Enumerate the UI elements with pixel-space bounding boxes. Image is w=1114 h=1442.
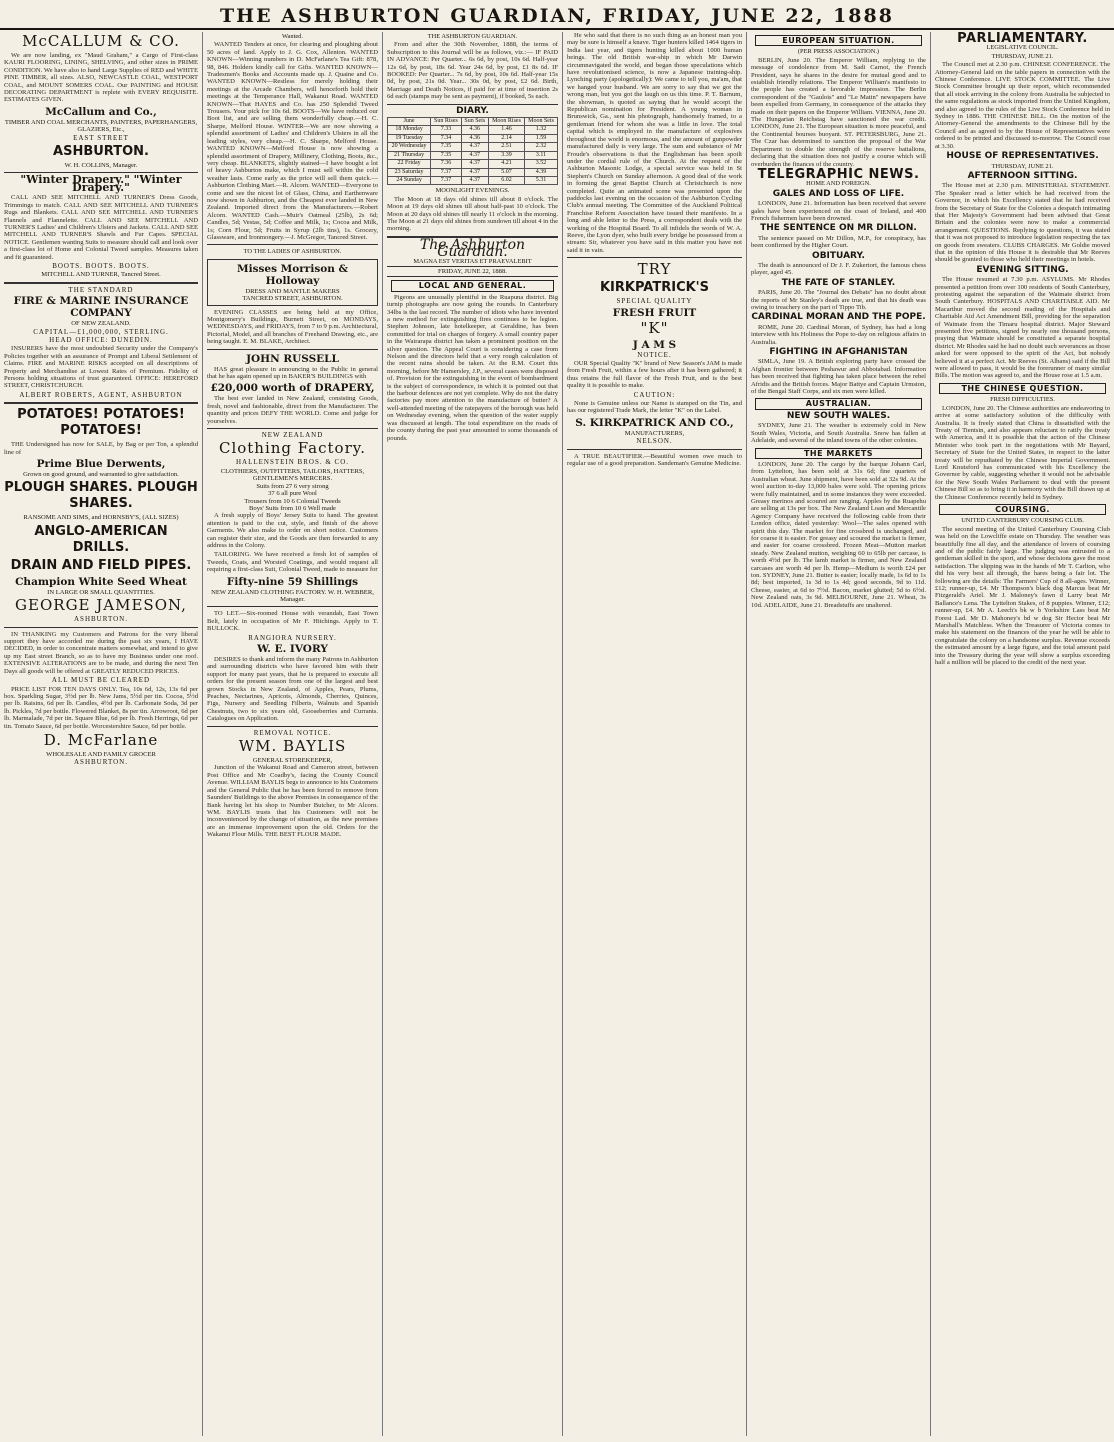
ad-factory-suits: Suits from 27 6 very strong	[256, 482, 329, 490]
markets-body: LONDON, June 20. The cargo by the barque Johann Carl, from Lyttelton, has been sold at 31s 6d; fine quarters of Australian wheat. June shipment, have been sold at 32s 9d. At the wool auction to-day 13,000 bales were sold. The opening prices were fully maintained, and in some instances they were exceeded. Greasy merinos and scoured are ranging. Apples by the Ruapehu are selling at 13s per box. The New Zealand Loan and Mercantile Agency Company have received the following cable from their London office, dated yesterday: Wool—The sales opened with spirit this day. The market for fine crossbred is unchanged, and for coarse it is easier. For greasy and scoured the market is firmer, and easier for coarse crossbred. Frozen Meat—Mutton market steady. New Zealand mutton, weighing 60 to 65lb per carcase, is worth 4½d per lb. The lamb market is firmer, and New Zealand carcases are worth 4d per lb. Hemp—Medium is worth £24 per ton. SYDNEY, June 21. Butter is easier; locally made, 1s 6d to 1s 8d; best imported, 1s 3d to 1s 4d; good seconds, 9d to 11d. Cheese, easier, at 6d to 7½d. Bacon, market glutted; 5d to 6½d. New Zealand oats, 3s 9d. MELBOURNE, June 21. Wheat, 3s 10d. ADELAIDE, June 21. Breadstuffs are unaltered.	[751, 460, 926, 609]
ad-wheat-title: Champion White Seed Wheat	[15, 575, 187, 588]
house-date: THURSDAY, JUNE 21.	[991, 162, 1054, 170]
stanley-head: THE FATE OF STANLEY.	[781, 277, 896, 288]
ad-morrison-sub: DRESS AND MANTLE MAKERS	[245, 287, 340, 295]
diary-col-head: June	[388, 118, 431, 126]
ad-morrison-addr: TANCRED STREET, ASHBURTON.	[242, 295, 343, 303]
diary-cell: 18 Monday	[388, 126, 431, 134]
diary-cell: 4.36	[461, 126, 488, 134]
ad-plough-title: PLOUGH SHARES. PLOUGH SHARES.	[4, 480, 198, 512]
chinese-body: LONDON, June 20. The Chinese authorities are endeavoring to arrive at some satisfactory solution of the difficulty with Australia. It is freely stated that China is dissatisfied with the Treaty of Tientsin, and also appears reluctant to ratify the treaty with America, and it is possible that the action of the Chinese Minister who took part in the negotiations with Mr Bayard, Secretary of State for the United States, in respect to the latter treaty will be repudiated by the Chinese Imperial Government. Lord Knutsford has communicated with his Excellency the Governor by cable, suggesting whether it would not be advisable for the New South Wales Parliament to deal with the present Chinese Bill so as to bring it in harmony with the Bill drawn up at the Chinese Conference recently held in Sydney.	[935, 404, 1110, 501]
ad-to-let: TO LET.—Six-roomed House with verandah, East Town Belt, lately in occupation of Mr F. Hitchings. Apply to T. BULLOCK.	[207, 610, 378, 633]
ad-potatoes-body: THE Undersigned has now for SALE, by Bag or per Ton, a splendid line of	[4, 441, 198, 456]
ad-potatoes-item2: Grown on good ground, and warranted to give satisfaction.	[23, 471, 179, 479]
ad-kirk-name: KIRKPATRICK'S	[599, 280, 710, 296]
ad-potatoes-title: POTATOES! POTATOES! POTATOES!	[17, 407, 185, 439]
diary-cell: 4.36	[461, 134, 488, 142]
column-5	[746, 32, 930, 1436]
ad-pipes-title: DRAIN AND FIELD PIPES.	[10, 557, 192, 573]
ad-insurance-body: INSURERS have the most undoubted Security under the Company's Policies together with an assurance of Prompt and Liberal Settlement of Claims. FIRE and MARINE RISKS accepted on all descriptions of Property and Merchandise at Lowest Rates of Premium. Fidelity of Persons holding situations of trust guaranteed. OFFICE: HEREFORD STREET, CHRISTCHURCH.	[4, 345, 198, 390]
local-continued: He who said that there is no such thing as an honest man you may be sure is himself a knave. Tiger hunters killed 1464 tigers in India last year, and tigers hunting killed about 1000 human beings. The old British war-ship in which Mr Darwin circumnavigated the world, and began those speculations which have revolutionised science, is now a Japanese training-ship. Lynching party (apologetically): We came to tell you, ma'am, that we hanged your husband. We are sorry to say that we got the wrong man, but you got the laugh on us this time. P. T. Barnum, the showman, is quoted as saying that he would accept the Republican nomination for President. A young woman in Brunswick, Ga., sent his photograph, handsomely framed, to a gentleman friend for whom she was a little in love. The total capital which is employed in the manufacture of explosives throughout the world is enormous, and the amount of gunpowder manufactured daily is very large. The sum and substance of Mr Froude's observations is that the Englishman has been spoilt under the cordial rule of the Church. At the request of the Ashburton Masonic Lodge, a special service was held in St Stephen's Church on Sunday afternoon. A good deal of the work in forming the great Baptist Church at Christchurch is now completed. Quite an animated scene was presented upon the paddocks last evening on the occasion of the Ashburton Cycling Club's annual meeting. The Committee of the Auckland Political Franchise Reform Association have issued their manifesto. In a long and able letter to the Press, a correspondent deals with the working of the Hospital Board. To all infidels the words of W. A. Reeve, the Lyon dyer, who built every bridge he possessed from a stream: Sir, whatever you have said in this matter you have not said it in vain.	[567, 32, 742, 254]
ad-russell-stock: £20,000 worth of DRAPERY,	[210, 382, 375, 395]
council-head: LEGISLATIVE COUNCIL.	[986, 44, 1059, 52]
ad-mcfarlane-list: PRICE LIST FOR TEN DAYS ONLY. Tea, 10s 6d, 12s, 13s 6d per box. Sparkling Sugar, 3½d per lb. New Jams, 5½d per tin. Cocoa, 5½d per lb. Raisins, 6d per lb. Candles, 4½d per lb. Carbonate Soda, 3d per lb. Pickles, 7d per bottle. Flowered Blanket, 8s per tin. Arrowroot, 6d per lb. Marmalade, 7d per tin. Square Blue, 6d per lb. Fresh Herrings, 6d per tin. Tomato Sauce, 6d per bottle. Worcestershire Sauce, 6d per bottle.	[4, 685, 198, 730]
diary-cell: 4.37	[461, 160, 488, 168]
moonlight-head: MOONLIGHT EVENINGS.	[435, 187, 510, 195]
cardinal-head: CARDINAL MORAN AND THE POPE.	[751, 312, 926, 323]
house-head: HOUSE OF REPRESENTATIVES.	[946, 151, 1099, 162]
ad-kirk-sub2: FRESH FRUIT	[612, 306, 697, 319]
diary-cell: 4.37	[461, 168, 488, 176]
diary-cell: 22 Friday	[388, 160, 431, 168]
diary-cell: 4.37	[461, 151, 488, 159]
paper-date: FRIDAY, JUNE 22, 1888.	[387, 266, 558, 277]
coursing-body: The second meeting of the United Canterbury Coursing Club was held on the Lowcliffe estate on Thursday. The weather was beautifully fine all day, and the attendance of lovers of coursing and of the public fairly large. The judging was entrusted to a gentleman skilled in the sport, and whose decisions gave the most satisfaction. The slipping was in the hands of Mr T. Carlton, who did his very best all through, the hares being a fair lot. The following are the details: The Farmers' Cup of 8 all-ages. Winner, £12; runner-up, £4. Mr Thompson's black dog Marcus beat Mr Fitzgerald's Ariel. Mr J. Maloney's fawn d Larry beat Mr Ballance's Lena. The Lyttelton Stakes, of 8 puppies. Winner, £12; runner-up, £4. Mr A. Leech's bk w b Yorkshire Lass beat Mr Forest Lad. Mr D. Mahoney's bd w dog Sir Hector beat Mr Marshall's Matchless. When the Treasurer of Victoria comes to make his statement on the finances of the year he will be able to congratulate the colony on a handsome surplus. Revenue exceeds the estimated amount by a large figure, and the total amount paid into the Treasury during the year will show a surplus exceeding half a million will be placed to the credit of the next year.	[935, 525, 1110, 667]
ad-mccallum-town: ASHBURTON.	[53, 144, 149, 160]
local-general-body: Pigeons are unusually plentiful in the Ruapuna district. Big turnip photographs are now going the rounds. In Canterbury 34lbs is the last record. The number of idiots who have invented a new method for extinguishing fires continues to be legion. Stephen Johnson, late hotelkeeper, at Geraldine, has been committed for trial on charges of forgery. A small country paper in the Wairarapa district has taken a prominent position on the silver question. The Appeal Court is considering a case from Nelson and the directors held that a very rough calculation of the recent rains should be taken. At the R.M. Court this morning, before Mr Hamersley, J.P., several cases were disposed of. Provision for the extinguishing in the event of bombardment is the subject of correspondence, in which it is pointed out that the harbour defences are not yet complete. Why do not the dairy factories pay more attention to the manufacture of butter? A well-attended meeting of the ratepayers of the borough was held on Wednesday evening, when the question of the water supply was discussed at length. The total expenditure on the roads of the county during the past year amounted to some thousands of pounds.	[387, 293, 558, 442]
ad-baylis-sub: GENERAL STOREKEEPER,	[252, 757, 333, 765]
ad-baylis-body: Junction of the Wakanui Road and Cameron street, between Post Office and Mr Coadby's, facing the County Council Avenue. WILLIAM BAYLIS begs to announce to his Customers and the General Public that he has been forced to remove from Saunders' Buildings to the above Premises in consequence of the Bank having let his shop to Number Butcher, to Mr Alcorn. WM. BAYLIS trusts that his Customers will not be inconvenienced by the change of situation, as the new premises are an immense improvement upon the old. Orders for the Wakanui Flour Mills. THE BEST FLOUR MADE.	[207, 764, 378, 839]
diary-cell: 7.35	[431, 151, 462, 159]
diary-cell: 1.46	[488, 126, 524, 134]
guardian-terms-head: THE ASHBURTON GUARDIAN.	[427, 33, 518, 40]
afternoon-head: AFTERNOON SITTING.	[967, 170, 1078, 181]
ad-wheat-sub: IN LARGE OR SMALL QUANTITIES.	[47, 588, 155, 596]
dillon-body: The sentence passed on Mr Dillon, M.P., for conspiracy, has been confirmed by the Higher Court.	[751, 234, 926, 250]
ad-winter-drapery-title: "Winter Drapery." "Winter Drapery."	[20, 173, 182, 194]
ad-mccallum-name: McCallum and Co.,	[45, 105, 157, 118]
diary-cell: 2.51	[488, 143, 524, 151]
diary-cell: 24 Sunday	[388, 176, 431, 184]
ad-factory-tailoring: TAILORING. We have received a fresh lot of samples of Tweeds, Coats, and Worsted Coatings, and would request all requiring a first-class Suit, Colonial Tweed, made to measure for	[207, 551, 378, 574]
ad-kirk-try: TRY	[637, 260, 672, 279]
ad-nursery-name: W. E. IVORY	[257, 643, 328, 655]
afghan-body: SIMLA, June 19. A British exploring party have crossed the Afghan frontier between Peshawur and Abbotabad. Information has been received that fighting has taken place between the rebel Afridis and the British forces. Major Battye and Captain Urmston, of the Bengal Staff Corps, and six men were killed.	[751, 358, 926, 396]
diary-col-head: Sun Rises	[431, 118, 462, 126]
diary-cell: 3.39	[488, 151, 524, 159]
diary-cell: 2.32	[525, 143, 558, 151]
obituary-head: OBITUARY.	[812, 250, 865, 261]
diary-cell: 7.37	[431, 176, 462, 184]
diary-cell: 7.35	[431, 143, 462, 151]
ad-factory-footer: NEW ZEALAND CLOTHING FACTORY. W. H. WEBBER, Manager.	[211, 588, 374, 603]
ad-boots: BOOTS. BOOTS. BOOTS.	[52, 261, 150, 270]
ad-factory-sub: CLOTHIERS, OUTFITTERS, TAILORS, HATTERS, GENTLEMEN'S MERCERS.	[220, 467, 365, 483]
paper-title: The Ashburton Guardian.	[419, 236, 526, 261]
evening-body: The House resumed at 7.30 p.m. ASYLUMS. Mr Rhodes presented a petition from over 100 residents of South Canterbury, protesting against the separation of the Waimate district from South Canterbury. HOSPITALS AND CHARITABLE AID. Mr Macarthur moved the second reading of the Hospitals and Charitable Aid Act Amendment Bill, providing for the separation of Waimate from the Timaru hospital district. Major Steward presented five petitions, signed by nearly one thousand persons, praying that Waimate should be constituted a separate hospital district. Mr Rhodes said he had no doubt such severances as those asked for were opposed to the spirit of the Act, but nobody believed it at a perfect Act. Mr Reeves (St. Albans) said if the Bill were allowed to pass, it would be the forerunner of many similar Bills. The motion was agreed to, and the House rose at 1.5 a.m.	[935, 276, 1110, 380]
coursing-sub: UNITED CANTERBURY COURSING CLUB.	[961, 517, 1084, 525]
diary-col-head: Moon Rises	[488, 118, 524, 126]
european-body: BERLIN, June 20. The Emperor William, replying to the message of condolence from M. Sadi Carnot, the French President, says he shares in the desire for mutual good and to establish friendly relations. The Emperor William's manifesto to the people has created a favorable impression. The Berlin correspondent of the "Gaulois" and "Le Matin" newspapers have been expelled from Germany, in consequence of the attacks they made on their papers on the Emperor William. VIENNA, June 20. The Hungarian Reichstag have sanctioned the war credit. LONDON, June 21. The European situation is more peaceful, and the Continental bourses buoyant. ST. PETERSBURG, June 21. The Czar has determined to sanction the proposal of the War Department to double the strength of the reserve battalions, declaring that the situation does not justify a course which will overburden the finances of the country.	[751, 56, 926, 168]
diary-cell: 7.36	[431, 160, 462, 168]
stanley-body: PARIS, June 20. The "Journal des Debats" has no doubt about the reports of Mr Stanley's death are true, and that his death was owing to treachery on the part of Tippo Tib.	[751, 289, 926, 311]
diary-col-head: Sun Sets	[461, 118, 488, 126]
ad-evening-classes: EVENING CLASSES are being held at my Office, Montgomery's Buildings, Burnett Street, on MONDAYS, WEDNESDAYS, and FRIDAYS, from 7 to 9 p.m. Architectural, Pictorial, Model, and all branches of Freehand Drawing, etc., are being taught. E. M. BLAKE, Architect.	[207, 308, 379, 346]
diary-cell: 19 Tuesday	[388, 134, 431, 142]
coursing-head: COURSING.	[939, 504, 1106, 515]
ad-beautifier: A TRUE BEAUTIFIER.—Beautiful women owe much to regular use of a good preparation. Sandeman's Genuine Medicine.	[567, 452, 742, 468]
ad-factory-name: HALLENSTEIN BROS. & CO.	[235, 458, 350, 467]
column-1	[0, 32, 202, 1436]
nsw-body: SYDNEY, June 21. The weather is extremely cold in New South Wales, Victoria, and South Australia. Snow has fallen at Adelaide, and several of the inland towns of the other colonies.	[751, 422, 926, 445]
ad-kirk-footer: S. KIRKPATRICK AND CO.,	[575, 416, 734, 429]
ad-mcfarlane-clear: ALL MUST BE CLEARED	[51, 676, 151, 685]
column-4	[562, 32, 746, 1436]
diary-row	[388, 151, 558, 159]
ad-insurance-capital: CAPITAL—£1,000,000, STERLING.	[33, 327, 169, 336]
diary-row	[388, 168, 558, 176]
ad-mccallum-manager: W. H. COLLINS, Manager.	[64, 162, 138, 170]
ad-insurance-title: FIRE & MARINE INSURANCE COMPANY	[13, 295, 189, 320]
diary-cell: 7.37	[431, 168, 462, 176]
diary-cell: 4.37	[461, 143, 488, 151]
house-body: The House met at 2.30 p.m. MINISTERIAL STATEMENT. The Speaker read a letter which he had received from the Governor, in which his Excellency stated that he had received from the Secretary of State for the Colonies a despatch intimating that Her Majesty's Government had been advised that Great Britain and the colonies were now to make a commercial arrangement. QUESTIONS. Replying to questions, it was stated that it was not proposed to introduce legislation respecting the tax on goods from sweaters. CLUBS CHARGES. Mr Goldie moved that in the opinion of this House it is desirable that Mr Reeves should be granted to those who held their meetings in hotels.	[935, 182, 1110, 264]
council-body: The Council met at 2.30 p.m. CHINESE CONFERENCE. The Attorney-General laid on the table papers in connection with the Chinese Conference. LIVE STOCK COMMITTEE. The Live Stock Committee brought up their report, which recommended that all stock arriving in the colony from Australia be subjected to the same regulations as stock imported from the United Kingdom, and also agreed to the rules of the Live Stock Conference held in Sydney in 1886. THE CHINESE BILL. On the motion of the Attorney-General the amendments to the Chinese Bill by the Council and as agreed to by the House of Representatives were ordered to be printed and discussed to-morrow. The Council rose at 3.30.	[935, 61, 1110, 150]
diary-cell: 7.33	[431, 126, 462, 134]
ad-factory-body: A fresh supply of Boys' Jersey Suits to hand. The greatest attention is paid to the cut, style, and finish of the above Garments. We also make to order on short notice. Customers can register their size, and the Goods are then forwarded to any address in the Colony.	[207, 512, 378, 549]
paper-motto: MAGNA EST VERITAS ET PRAEVALEBIT	[413, 257, 532, 265]
cardinal-body: ROME, June 20. Cardinal Moran, of Sydney, has had a long interview with his Holiness the Pope to-day on religious affairs in Australia.	[751, 323, 926, 346]
column-3	[382, 32, 562, 1436]
diary-row	[388, 160, 558, 168]
european-head: EUROPEAN SITUATION.	[755, 35, 922, 46]
ad-drills-title: ANGLO-AMERICAN DRILLS.	[34, 523, 168, 555]
ad-removal-head: REMOVAL NOTICE.	[253, 728, 332, 737]
diary-head: DIARY.	[456, 105, 489, 116]
guardian-terms-body: From and after the 30th November, 1888, the terms of Subscription to this Journal will be as follows, viz.:— IF PAID IN ADVANCE: Per Quarter... 6s 6d, by post, 10s 6d. Half-year 12s 6d, by post, 18s 6d. Year 24s 6d, by post, £1 8s 6d. IF BOOKED: Per Quarter... 7s 6d, by post, 10s 6d. Half-year 15s 0d, by post, 21s 0d. Year... 30s 0d, by post, £2 6d. Birth, Marriage and Death Notices, if paid for at time of insertion 2s 6d each (stamps may be sent as payment), if booked, 5s each.	[387, 41, 558, 101]
ad-russell-name: JOHN RUSSELL	[246, 352, 339, 365]
ad-kirk-sub: SPECIAL QUALITY	[616, 297, 693, 306]
classified-ads: WANTED Tenders at once, for clearing and ploughing about 50 acres of land. Apply to J. G. Cox, Allenton. WANTED KNOWN—Winning numbers in D. McFarlane's Tea Gift: 878, 98, 846. Holders kindly call for Gifts. WANTED KNOWN—Tradesmen's Books and Accounts made up. J. Quaine and Co. WANTED KNOWN—Restless for merely holding their meetings at the Arcade Chambers, will henceforth hold their meetings at the Temperance Hall, Wakanui Road. WANTED KNOWN—That HAYES and Co. has 250 Splendid Tweed Trousers. Your pick for 10s 6d. BOOTS—We have reduced our Boot list, and are selling them wonderfully cheap.—H. C. Sharpe, Melford House. WINTER—We are now showing a splendid assortment of Ladies' and Children's Ulsters in all the leading styles, very cheap.—H. C. Sharpe, Melford House. WANTED KNOWN—Melford House is now showing a splendid assortment of Drapery, Millinery, Clothing, Boots, &c., very cheap. BLANKETS, slightly stained—I have bought a lot of heavy Ashburton make, which I must sell within the cold weather lasts. Come early as the price will sell them quick.—Ashburton Clothing Mart.—R. Alcorn. WANTED—Everyone to come and see the nicest lot of Glass, China, and Earthenware now shown in Ashburton, and the Cheapest ever landed in New Zealand. Imported direct from the Manufacturers.—Robert Alcorn. WANTED Cash.—Muir's Oatmeal (25lb), 2s 6d; Candles, 5d; Vestas, 5d; Coffee and Milk, 1s; Cocoa and Milk, 1s; Corn Flour, 5d; Fruits in Syrup (2lb tins), 1s. Grocery, Glassware, and Ironmongery.—J. McGregor, Tancred Street.	[207, 41, 378, 241]
ad-baylis-name: WM. BAYLIS	[238, 737, 347, 756]
diary-cell: 4.37	[461, 176, 488, 184]
diary-cell: 21 Thursday	[388, 151, 431, 159]
ad-plough-sub: RANSOME AND SIMS, and HORNSBY'S, (ALL SIZES)	[23, 514, 179, 522]
obituary-body: The death is announced of Dr J. F. Zukertort, the famous chess player, aged 45.	[751, 261, 926, 277]
ad-kirk-k: "K"	[640, 318, 669, 337]
ad-kirk-notice: OUR Special Quality "K" brand of New Season's JAM is made from Fresh Fruit, within a few hours after it has been gathered; it thus retains the full flavor of the Fresh Fruit, and is the best quality it is possible to make.	[567, 360, 742, 390]
afghan-head: FIGHTING IN AFGHANISTAN	[769, 347, 908, 358]
diary-cell: 20 Wednesday	[388, 143, 431, 151]
evening-head: EVENING SITTING.	[976, 264, 1069, 275]
ad-insurance-sub: OF NEW ZEALAND.	[71, 320, 131, 328]
diary-cell: 1.59	[525, 134, 558, 142]
ad-mccallum-body: We are now landing, ex "Maud Graham," a Cargo of First-class KAURI FLOORING, LINING, SHELVING, and other sizes in PRIME CONDITION. We have also to hand Large Supplies of RED and WHITE PINE TIMBER, all sizes. ALSO, NEWCASTLE COAL, WESTPORT COAL, and MOUNT SOMERS COAL. Our PAINTING and HOUSE DECORATING DEPARTMENT is replete with EVERY REQUISITE. ESTIMATES GIVEN.	[4, 52, 198, 104]
gales-body: LONDON, June 21. Information has been received that severe gales have been experienced on the coast of Ireland, and 400 French fishermen have been drowned.	[751, 200, 926, 222]
classified-head: Wanted.	[282, 33, 303, 40]
australian-head: AUSTRALIAN.	[755, 398, 922, 409]
ad-nursery-body: DESIRES to thank and inform the many Patrons in Ashburton and surrounding districts who have favored him with their support for many past years, that he is prepared to execute all orders for the present season from one of the largest and best grown Stocks in New Zealand, of Apples, Pears, Plums, Peaches, Nectarines, Apricots, Almonds, Cherries, Quinces, Figs, Nursery and Seedling Filberts, Walnuts and Spanish Chestnuts, two to six years old, Gooseberries and Currants. Catalogues on Application.	[207, 656, 378, 723]
ad-factory-price: Fifty-nine 59 Shillings	[226, 575, 359, 588]
diary-cell: 5.07	[488, 168, 524, 176]
ad-mcfarlane-town: ASHBURTON.	[74, 758, 128, 767]
ad-potatoes-item: Prime Blue Derwents,	[36, 458, 166, 471]
ad-winter-drapery-body: CALL AND SEE MITCHELL AND TURNER'S Dress Goods, Trimmings to match. CALL AND SEE MITCHELL AND TURNER'S Rugs and Blankets. CALL AND SEE MITCHELL AND TURNER'S Flannels and Flannelette. CALL AND SEE MITCHELL AND TURNER'S Ladies' and Children's Ulsters and Jackets. CALL AND SEE MITCHELL AND TURNER'S Shawls and Fur Capes. SPECIAL NOTICE. Gentlemen wanting Suits to measure should call and look over a first-class lot of Home and Colonial Tweed samples. Measures taken and fit guaranteed.	[4, 194, 198, 261]
ad-factory-trousers: Trousers from 10 6 Colonial Tweeds	[244, 497, 341, 505]
diary-row	[388, 134, 558, 142]
ad-insurance-office: HEAD OFFICE: DUNEDIN.	[49, 335, 153, 344]
column-6	[930, 32, 1114, 1436]
ad-insurance-agent: ALBERT ROBERTS, AGENT, ASHBURTON	[19, 390, 183, 399]
ad-kirk-town: NELSON.	[636, 437, 673, 446]
ad-kirk-caution: None is Genuine unless our Name is stamped on the Tin, and has our registered Trade Mark, the letter "K" on the Label.	[567, 400, 742, 415]
local-general-head: LOCAL AND GENERAL.	[391, 280, 554, 291]
ad-factory-boys: Boys' Suits from 10 6 Well made	[249, 504, 336, 512]
council-date: THURSDAY, JUNE 21.	[991, 52, 1054, 60]
diary-row	[388, 126, 558, 134]
ad-factory-head: NEW ZEALAND	[261, 431, 324, 440]
telegraphic-head: TELEGRAPHIC NEWS.	[757, 166, 920, 182]
diary-cell: 6.02	[488, 176, 524, 184]
gales-head: GALES AND LOSS OF LIFE.	[772, 188, 905, 199]
ad-kirk-notice-head: NOTICE.	[637, 350, 672, 359]
diary-col-head: Moon Sets	[525, 118, 558, 126]
page-masthead: THE ASHBURTON GUARDIAN, FRIDAY, JUNE 22, 1888	[0, 4, 1114, 30]
ad-kirk-jams: J A M S	[632, 338, 677, 351]
chinese-sub: FRESH DIFFICULTIES.	[990, 396, 1055, 404]
ad-jameson-town: ASHBURTON.	[74, 615, 128, 624]
column-2	[202, 32, 382, 1436]
parliamentary-head: PARLIAMENTARY.	[957, 32, 1088, 46]
moonlight-body: The Moon at 18 days old shines till about 8 o'clock. The Moon at 19 days old shines till about half-past 10 o'clock. The Moon at 20 days old shines till nearly 11 o'clock in the morning. The Moon at 21 days old shines from sundown till about 4 in the morning.	[387, 195, 558, 233]
diary-cell: 1.32	[525, 126, 558, 134]
chinese-head: THE CHINESE QUESTION.	[939, 383, 1106, 394]
telegraphic-sub: HOME AND FOREIGN.	[806, 180, 871, 188]
ad-mitchell-turner: MITCHELL AND TURNER, Tancred Street.	[41, 271, 161, 279]
ad-factory-title: Clothing Factory.	[218, 439, 367, 458]
ad-morrison-name: Misses Morrison & Holloway	[236, 262, 349, 287]
diary-cell: 5.31	[525, 176, 558, 184]
ad-nursery-head: RANGIORA NURSERY.	[248, 633, 337, 642]
ad-mcfarlane-body: IN THANKING my Customers and Patrons for the very liberal support they have accorded me during the past six years, I HAVE DECIDED, in order to concentrate matters somewhat, and intend to give up my East street Branch, so as to have my Business under one roof. EXTENSIVE ALTERATIONS are to be made, and during the next Ten Days all goods will be offered at GREATLY REDUCED PRICES.	[4, 630, 198, 675]
diary-row	[388, 176, 558, 184]
ad-mccallum-title: McCALLUM & CO.	[22, 32, 180, 50]
ad-factory-suits2: 37 6 all pure Wool	[268, 490, 317, 498]
diary-cell: 4.39	[525, 168, 558, 176]
diary-table	[387, 117, 558, 185]
ad-mccallum-trades: TIMBER AND COAL MERCHANTS, PAINTERS, PAPERHANGERS, GLAZIERS, Etc.,	[4, 118, 198, 134]
diary-cell: 3.52	[525, 160, 558, 168]
diary-row	[388, 143, 558, 151]
ad-russell-body: HAS great pleasure in announcing to the Public in general that he has again opened up in BAKER'S BUILDINGS with	[207, 365, 378, 381]
diary-cell: 7.34	[431, 134, 462, 142]
ad-insurance-head: THE STANDARD	[68, 285, 134, 294]
markets-head: THE MARKETS	[755, 448, 922, 459]
ad-russell-body2: The best ever landed in New Zealand, consisting Goods, fresh, novel and fashionable, direct from the Manufacturer. The quantity and prices DEFY THE WORLD. Come and judge for yourselves.	[207, 395, 378, 425]
ad-mcfarlane-name: D. McFarlane	[43, 730, 159, 749]
diary-cell: 23 Saturday	[388, 168, 431, 176]
ad-mccallum-street: EAST STREET	[73, 133, 129, 142]
diary-cell: 4.21	[488, 160, 524, 168]
diary-cell: 3.11	[525, 151, 558, 159]
diary-cell: 2.14	[488, 134, 524, 142]
ad-kirk-caution-head: CAUTION:	[633, 390, 676, 399]
ad-ladies-head: TO THE LADIES OF ASHBURTON.	[243, 248, 342, 256]
ad-kirk-footer2: MANUFACTURERS,	[624, 429, 685, 437]
ad-mcfarlane-sub: WHOLESALE AND FAMILY GROCER	[46, 750, 156, 758]
press-association: (PER PRESS ASSOCIATION.)	[797, 48, 880, 56]
dillon-head: THE SENTENCE ON MR DILLON.	[760, 223, 917, 234]
nsw-head: NEW SOUTH WALES.	[786, 410, 891, 421]
ad-jameson-name: GEORGE JAMESON,	[15, 596, 187, 615]
